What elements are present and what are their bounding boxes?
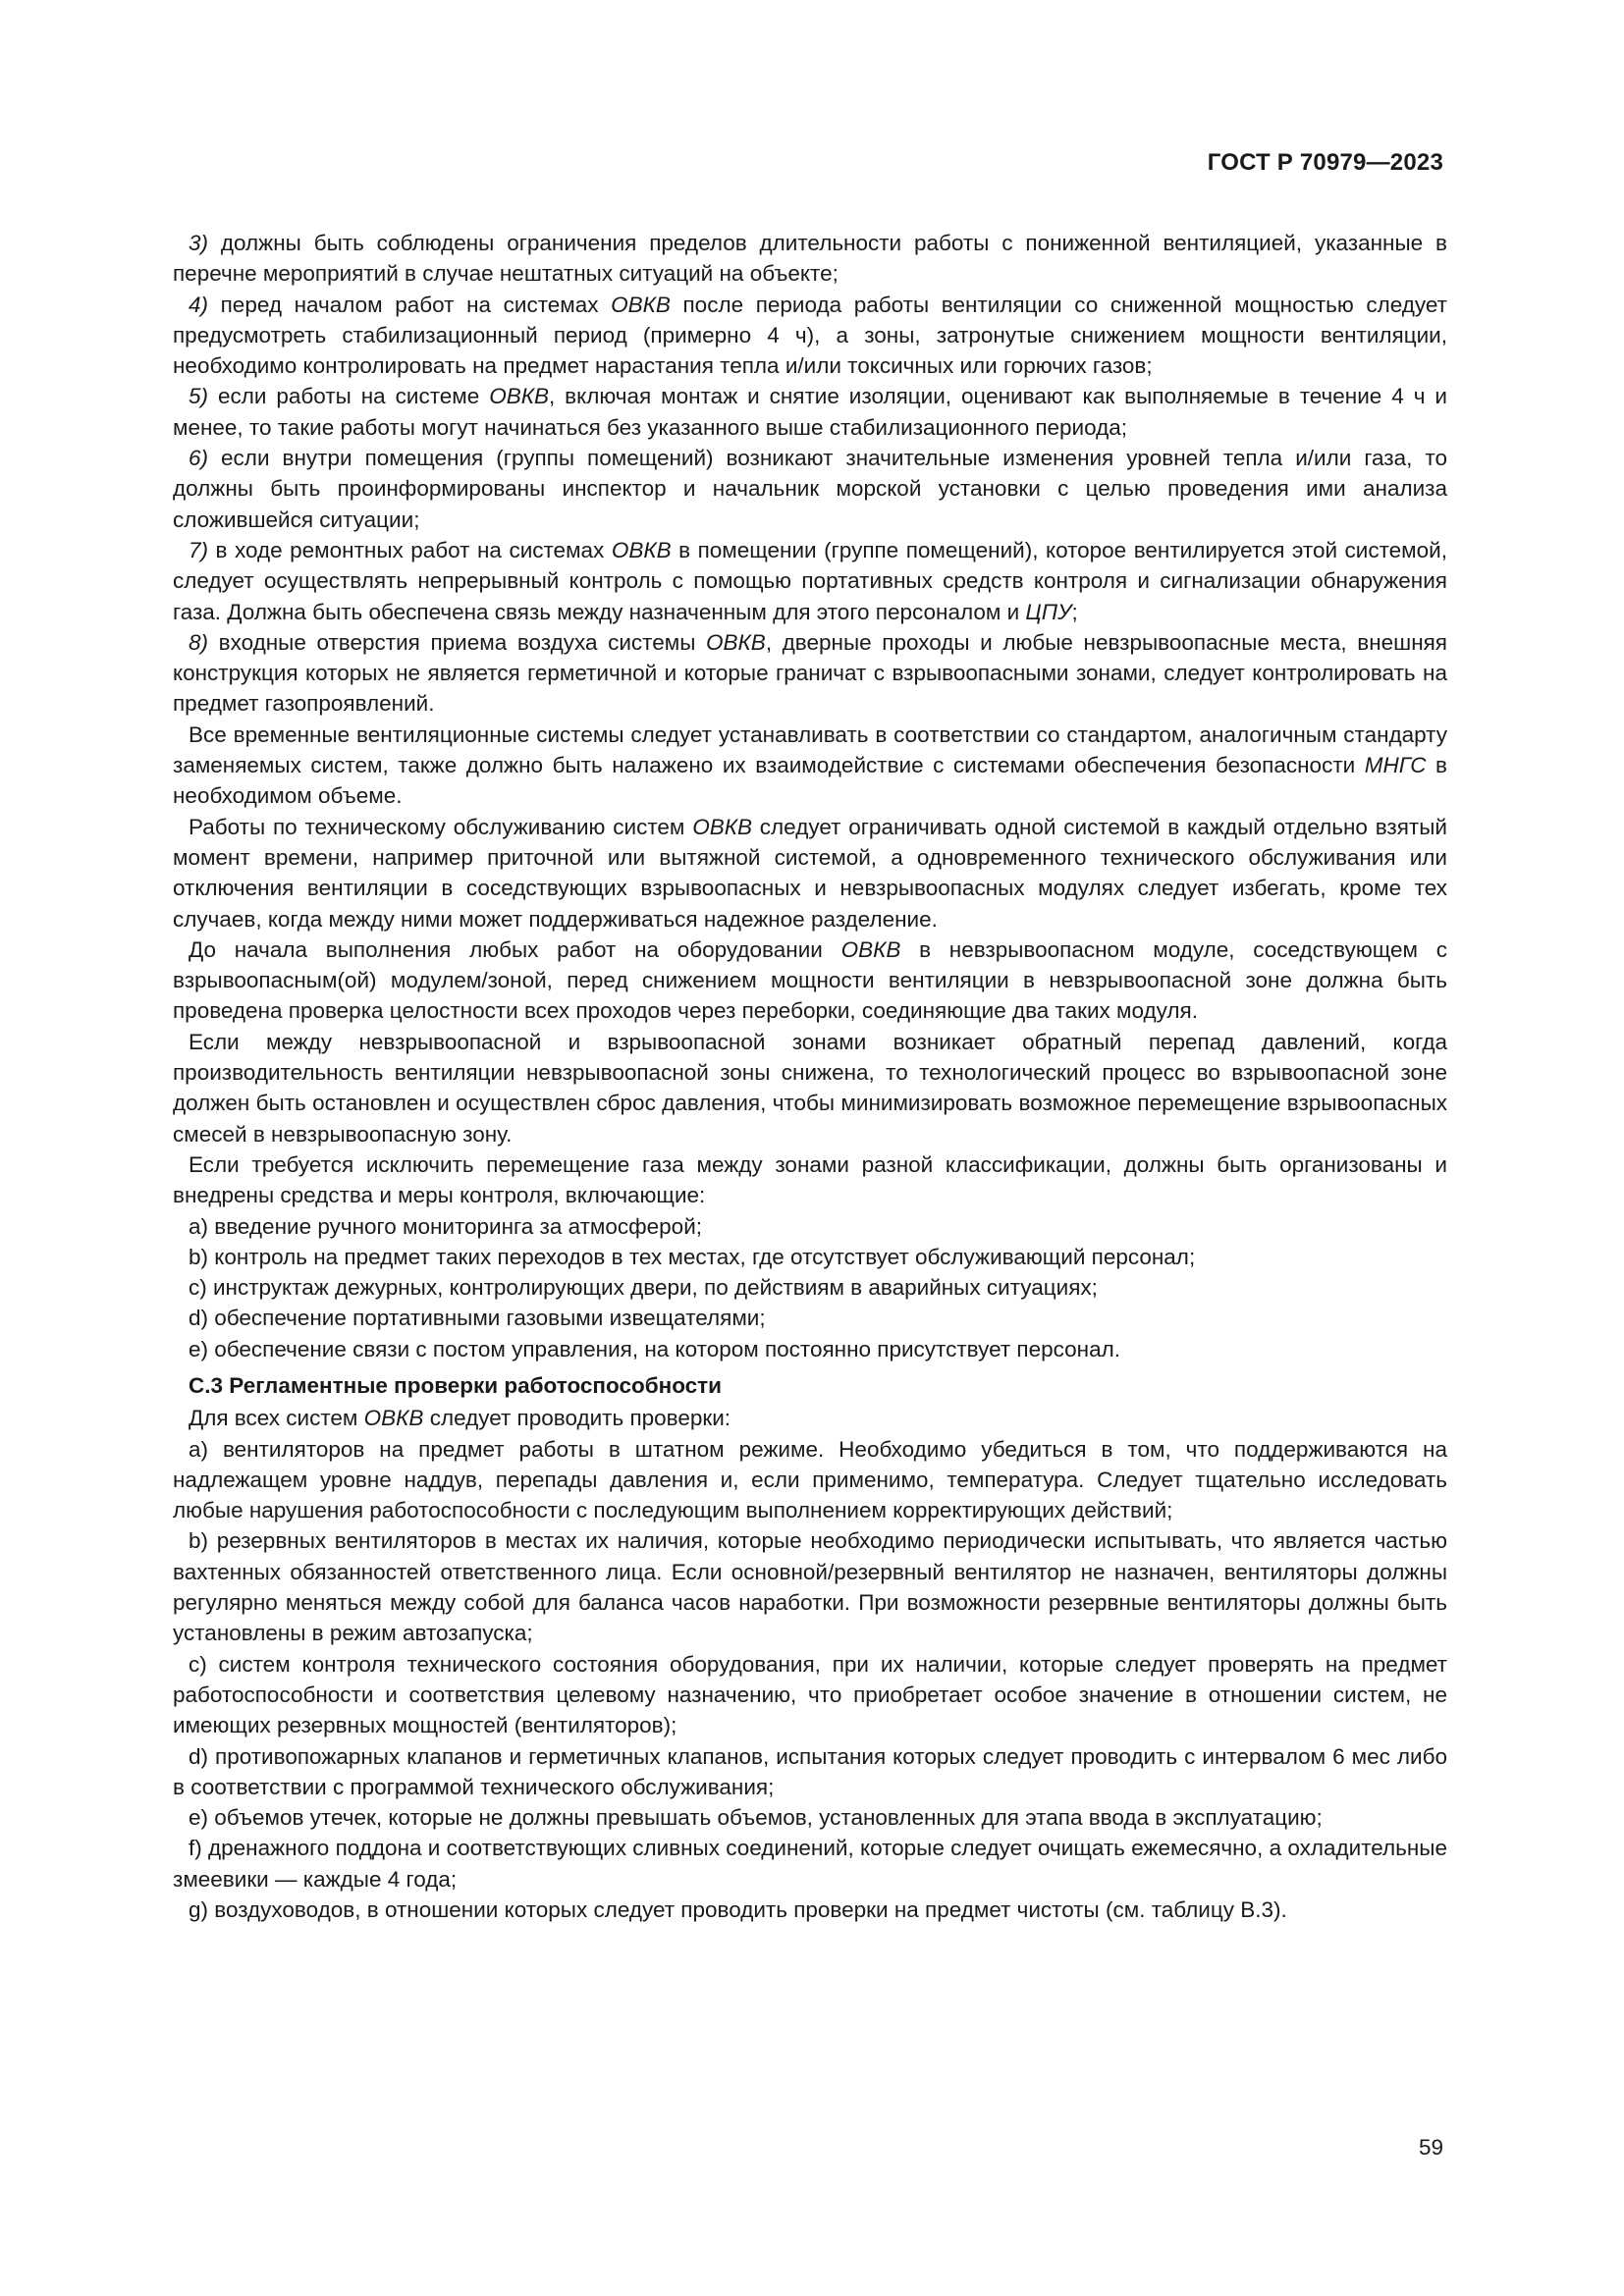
check-item: d) противопожарных клапанов и герметичных клапанов, испытания которых следует проводить с интервалом 6 мес либо в соответствии с программой технического обслуживания; bbox=[173, 1743, 1447, 1799]
check-item: c) систем контроля технического состояния оборудования, при их наличии, которые следует проверять на предмет работоспособности и соответствия целевому назначению, что приобретает особое значение в отношении систем, не имеющих резервных мощностей (вентиляторов); bbox=[173, 1651, 1447, 1738]
list-item: c) инструктаж дежурных, контролирующих двери, по действиям в аварийных ситуациях; bbox=[189, 1275, 1098, 1301]
check-item: g) воздуховодов, в отношении которых следует проводить проверки на предмет чистоты (см. таблицу В.3). bbox=[189, 1897, 1287, 1923]
document-body bbox=[173, 228, 1447, 1925]
list-item: d) обеспечение портативными газовыми извещателями; bbox=[189, 1306, 766, 1331]
paragraph-temporary-systems: Все временные вентиляционные системы следует устанавливать в соответствии со стандартом, аналогичным стандарту заменяемых систем, также должно быть налажено их взаимодействие с системами обеспечения безопасности МНГС в необходимом объеме. bbox=[173, 721, 1447, 809]
numbered-item-8: 8) входные отверстия приема воздуха системы ОВКВ, дверные проходы и любые невзрывоопасные места, внешняя конструкция которых не является герметичной и которые граничат с взрывоопасными зонами, следует контролировать на предмет газопроявлений. bbox=[173, 629, 1447, 717]
numbered-item-6: 6) если внутри помещения (группы помещений) возникают значительные изменения уровней тепла и/или газа, то должны быть проинформированы инспектор и начальник морской установки с целью проведения ими анализа сложившейся ситуации; bbox=[173, 446, 1447, 532]
numbered-item-4: 4) перед началом работ на системах ОВКВ после периода работы вентиляции со сниженной мощностью следует предусмотреть стабилизационный период (примерно 4 ч), а зоны, затронутые снижением мощности вентиляции, необходимо контролировать на предмет нарастания тепла и/или токсичных или горючих газов; bbox=[173, 292, 1447, 379]
paragraph-gas-migration: Если требуется исключить перемещение газа между зонами разной классификации, должны быть организованы и внедрены средства и меры контроля, включающие: bbox=[173, 1151, 1447, 1208]
check-item: a) вентиляторов на предмет работы в штатном режиме. Необходимо убедиться в том, что поддерживаются на надлежащем уровне наддув, перепады давления и, если применимо, температура. Следует тщательно исследовать любые нарушения работоспособности с последующим выполнением корректирующих действий; bbox=[173, 1436, 1447, 1523]
paragraph-maintenance: Работы по техническому обслуживанию систем ОВКВ следует ограничивать одной системой в каждый отдельно взятый момент времени, например приточной или вытяжной системой, а одновременного технического обслуживания или отключения вентиляции в соседствующих взрывоопасных и невзрывоопасных модулях следует избегать, кроме тех случаев, когда между ними может поддерживаться надежное разделение. bbox=[173, 814, 1447, 932]
page-number: 59 bbox=[1418, 2135, 1443, 2160]
numbered-item-5: 5) если работы на системе ОВКВ, включая монтаж и снятие изоляции, оценивают как выполняемые в течение 4 ч и менее, то такие работы могут начинаться без указанного выше стабилизационного периода; bbox=[173, 384, 1447, 440]
check-item: e) объемов утечек, которые не должны превышать объемов, установленных для этапа ввода в эксплуатацию; bbox=[189, 1805, 1323, 1831]
paragraph-pressure-differential: Если между невзрывоопасной и взрывоопасной зонами возникает обратный перепад давлений, когда производительность вентиляции невзрывоопасной зоны снижена, то технологический процесс во взрывоопасной зоне должен быть остановлен и осуществлен сброс давления, чтобы минимизировать возможное перемещение взрывоопасных смесей в невзрывоопасную зону. bbox=[173, 1029, 1447, 1147]
check-item: f) дренажного поддона и соответствующих сливных соединений, которые следует очищать ежемесячно, а охладительные змеевики — каждые 4 года; bbox=[173, 1836, 1447, 1892]
numbered-item-7: 7) в ходе ремонтных работ на системах ОВКВ в помещении (группе помещений), которое вентилируется этой системой, следует осуществлять непрерывный контроль с помощью портативных средств контроля и сигнализации обнаружения газа. Должна быть обеспечена связь между назначенным для этого персоналом и ЦПУ; bbox=[173, 537, 1447, 624]
list-item: e) обеспечение связи с постом управления, на котором постоянно присутствует персонал. bbox=[189, 1336, 1120, 1362]
section-c3-intro: Для всех систем ОВКВ следует проводить проверки: bbox=[189, 1406, 731, 1431]
list-item: b) контроль на предмет таких переходов в тех местах, где отсутствует обслуживающий персонал; bbox=[189, 1244, 1196, 1269]
section-heading-c3: С.3 Регламентные проверки работоспособности bbox=[189, 1372, 723, 1398]
numbered-item-3: 3) должны быть соблюдены ограничения пределов длительности работы с пониженной вентиляцией, указанные в перечне мероприятий в случае нештатных ситуаций на объекте; bbox=[173, 231, 1447, 287]
list-item: a) введение ручного мониторинга за атмосферой; bbox=[189, 1213, 703, 1239]
paragraph-before-works: До начала выполнения любых работ на оборудовании ОВКВ в невзрывоопасном модуле, соседствующем с взрывоопасным(ой) модулем/зоной, перед снижением мощности вентиляции в невзрывоопасной зоне должна быть проведена проверка целостности всех проходов через переборки, соединяющие два таких модуля. bbox=[173, 936, 1447, 1024]
check-item: b) резервных вентиляторов в местах их наличия, которые необходимо периодически испытывать, что является частью вахтенных обязанностей ответственного лица. Если основной/резервный вентилятор не назначен, вентиляторы должны регулярно меняться между собой для баланса часов наработки. При возможности резервные вентиляторы должны быть установлены в режим автозапуска; bbox=[173, 1528, 1447, 1646]
document-header-id: ГОСТ Р 70979—2023 bbox=[1207, 149, 1443, 176]
